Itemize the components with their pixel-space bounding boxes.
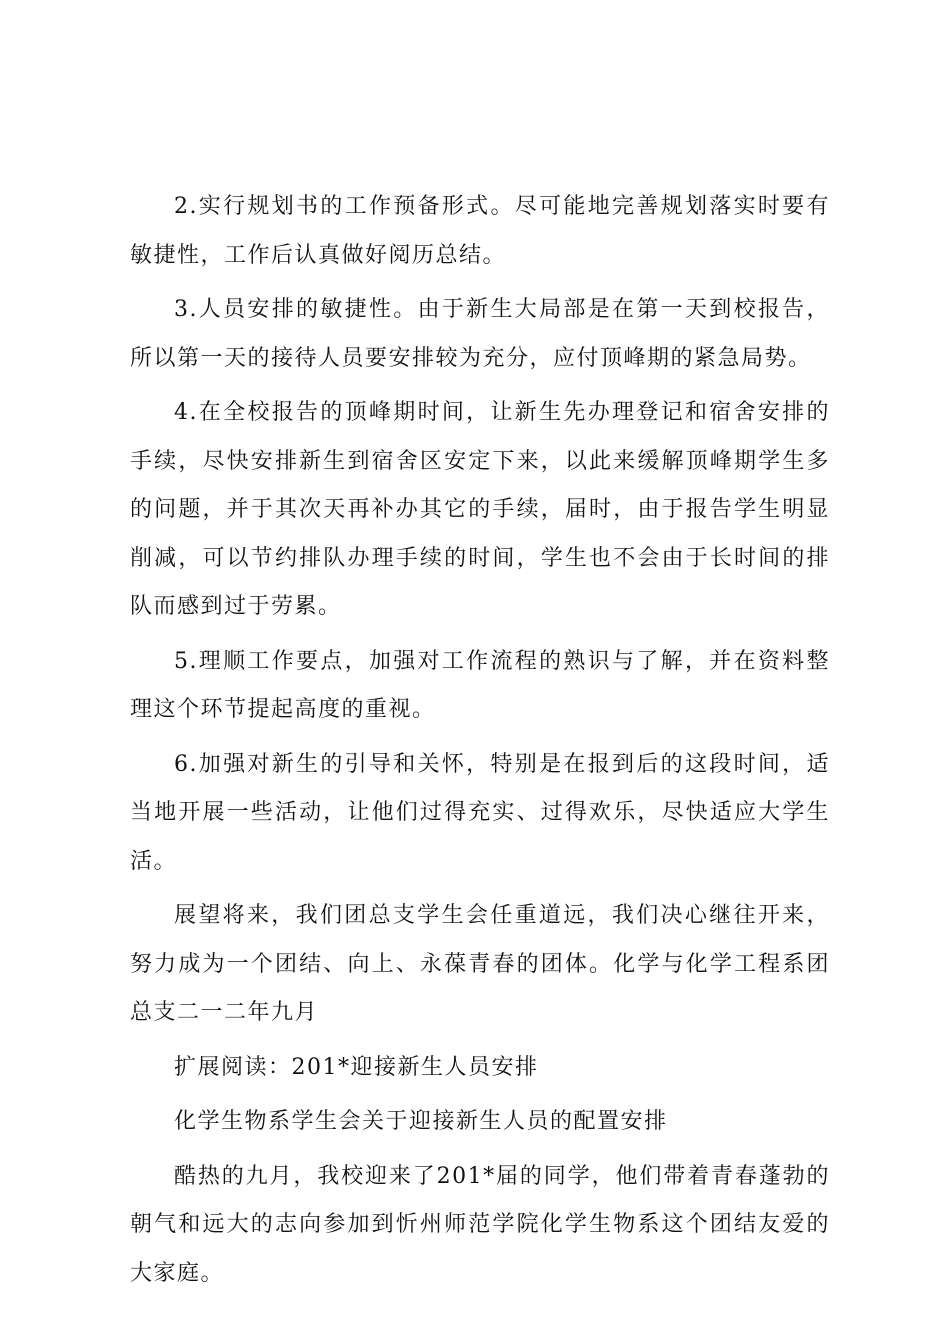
document-body [130, 183, 830, 1298]
paragraph-subtitle: 化学生物系学生会关于迎接新生人员的配置安排 [174, 1109, 668, 1134]
paragraph-extended-reading: 扩展阅读：201*迎接新生人员安排 [174, 1054, 539, 1080]
paragraph-item-3: 3.人员安排的敏捷性。由于新生大局部是在第一天到校报告，所以第一天的接待人员要安排较为充分，应付顶峰期的紧急局势。 [130, 297, 830, 371]
paragraph-item-4: 4.在全校报告的顶峰期时间，让新生先办理登记和宿舍安排的手续，尽快安排新生到宿舍区安定下来，以此来缓解顶峰期学生多的问题，并于其次天再补办其它的手续，届时，由于报告学生明显削减，可以节约排队办理手续的时间，学生也不会由于长时间的排队而感到过于劳累。 [130, 400, 830, 619]
paragraph-item-6: 6.加强对新生的引导和关怀，特别是在报到后的这段时间，适当地开展一些活动，让他们过得充实、过得欢乐，尽快适应大学生活。 [130, 751, 830, 874]
paragraph-intro: 酷热的九月，我校迎来了201*届的同学，他们带着青春蓬勃的朝气和远大的志向参加到忻州师范学院化学生物系这个团结友爱的大家庭。 [130, 1163, 830, 1286]
paragraph-item-2: 2.实行规划书的工作预备形式。尽可能地完善规划落实时要有敏捷性，工作后认真做好阅历总结。 [130, 194, 830, 268]
paragraph-item-5: 5.理顺工作要点，加强对工作流程的熟识与了解，并在资料整理这个环节提起高度的重视。 [130, 648, 830, 722]
paragraph-outlook: 展望将来，我们团总支学生会任重道远，我们决心继往开来，努力成为一个团结、向上、永葆青春的团体。化学与化学工程系团总支二一二年九月 [130, 903, 830, 1025]
